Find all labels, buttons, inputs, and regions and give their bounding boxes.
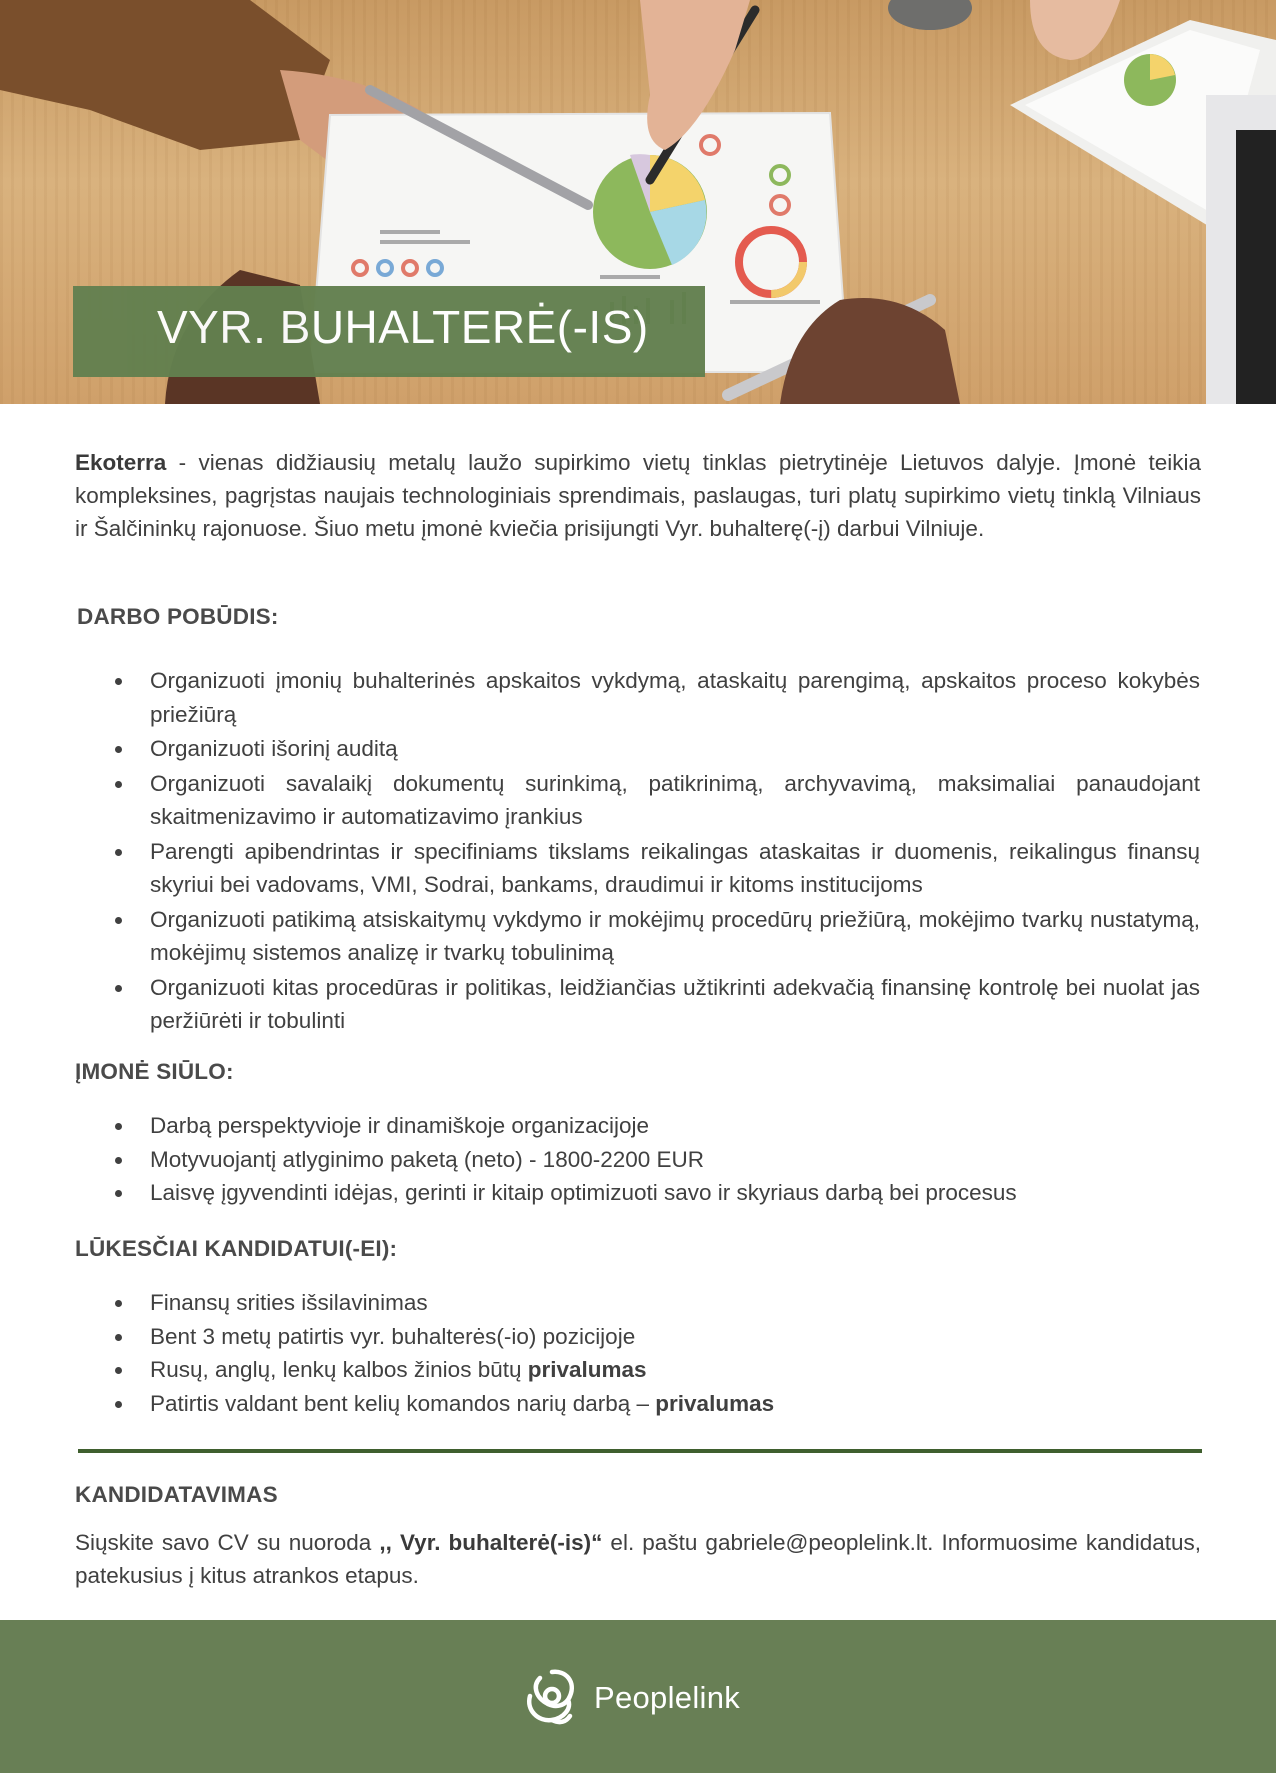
- list-item: Finansų srities išsilavinimas: [112, 1286, 1200, 1320]
- list-item: Patirtis valdant bent kelių komandos narių darbą – privalumas: [112, 1387, 1200, 1421]
- list-item: Parengti apibendrintas ir specifiniams tikslams reikalingas ataskaitas ir duomenis, reikalingus finansų skyriui bei vadovams, VMI, Sodrai, bankams, draudimui ir kitoms institucijoms: [112, 835, 1200, 902]
- peoplelink-logo-icon: [522, 1666, 582, 1730]
- list-item: Organizuoti patikimą atsiskaitymų vykdymo ir mokėjimų procedūrų priežiūrą, mokėjimo tvarkų nustatymą, mokėjimų sistemos analizę ir tvarkų tobulinimą: [112, 903, 1200, 970]
- list-item: Bent 3 metų patirtis vyr. buhalterės(-io) pozicijoje: [112, 1320, 1200, 1354]
- intro-paragraph: [75, 446, 1201, 545]
- list-item: Organizuoti kitas procedūras ir politikas, leidžiančias užtikrinti adekvačią finansinę kontrolę bei nuolat jas peržiūrėti ir tobulinti: [112, 971, 1200, 1038]
- bullet-icon: [115, 746, 122, 753]
- bullet-icon: [115, 1190, 122, 1197]
- list-item: Darbą perspektyvioje ir dinamiškoje organizacijoje: [112, 1109, 1200, 1143]
- bullet-icon: [115, 781, 122, 788]
- intro-text: - vienas didžiausių metalų laužo supirkimo vietų tinklas pietrytinėje Lietuvos dalyje. Įmonė teikia kompleksines, pagrįstas naujais technologiniais sprendimais, paslaugas, turi platų supirkimo vietų tinklą Vilniaus ir Šalčininkų rajonuose. Šiuo metu įmonė kviečia prisijungti Vyr. buhalterę(-į) darbui Vilniuje.: [75, 450, 1201, 541]
- list-item: Motyvuojantį atlyginimo paketą (neto) - 1800-2200 EUR: [112, 1143, 1200, 1177]
- job-reference: ,, Vyr. buhalterė(-is)“: [379, 1530, 603, 1555]
- list-item: Organizuoti savalaikį dokumentų surinkimą, patikrinimą, archyvavimą, maksimaliai panaudojant skaitmenizavimo ir automatizavimo įrankius: [112, 767, 1200, 834]
- hero-image: [0, 0, 1276, 404]
- bullet-icon: [115, 917, 122, 924]
- bullet-icon: [115, 1123, 122, 1130]
- bullet-icon: [115, 1334, 122, 1341]
- list-item: Rusų, anglų, lenkų kalbos žinios būtų privalumas: [112, 1353, 1200, 1387]
- list-item: Organizuoti įmonių buhalterinės apskaitos vykdymą, ataskaitų parengimą, apskaitos proceso kokybės priežiūrą: [112, 664, 1200, 731]
- duties-list: [112, 664, 1200, 1038]
- expectations-title: LŪKESČIAI KANDIDATUI(-EI):: [75, 1236, 398, 1261]
- peoplelink-logo: [522, 1666, 740, 1730]
- bullet-icon: [115, 849, 122, 856]
- intro-section: [75, 446, 1201, 545]
- list-item: Organizuoti išorinį auditą: [112, 732, 1200, 766]
- footer: [0, 1620, 1276, 1773]
- section-divider: [78, 1449, 1202, 1453]
- expectations-list: [112, 1286, 1200, 1420]
- bullet-icon: [115, 678, 122, 685]
- job-title: VYR. BUHALTERĖ(-IS): [157, 301, 649, 353]
- title-banner: [73, 286, 705, 377]
- company-name: Ekoterra: [75, 450, 167, 475]
- offer-title: ĮMONĖ SIŪLO:: [75, 1059, 234, 1084]
- bullet-icon: [115, 985, 122, 992]
- offer-list: [112, 1109, 1200, 1210]
- list-item: Laisvę įgyvendinti idėjas, gerinti ir kitaip optimizuoti savo ir skyriaus darbą bei procesus: [112, 1176, 1200, 1210]
- apply-title: KANDIDATAVIMAS: [75, 1482, 278, 1507]
- bullet-icon: [115, 1157, 122, 1164]
- bullet-icon: [115, 1367, 122, 1374]
- bullet-icon: [115, 1401, 122, 1408]
- duties-title: DARBO POBŪDIS:: [77, 604, 279, 629]
- bullet-icon: [115, 1300, 122, 1307]
- apply-paragraph: Siųskite savo CV su nuoroda ,, Vyr. buhalterė(-is)“ el. paštu gabriele@peoplelink.lt. Informuosime kandidatus, patekusius į kitus atrankos etapus.: [75, 1530, 1201, 1588]
- logo-text: Peoplelink: [594, 1680, 741, 1715]
